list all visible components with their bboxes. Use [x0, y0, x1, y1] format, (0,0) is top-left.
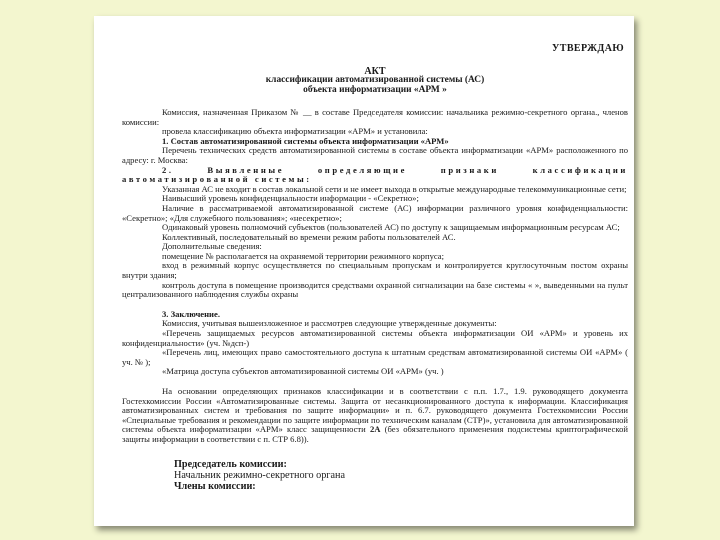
signature-chairman: Председатель комиссии:: [174, 458, 287, 470]
paragraph: помещение № располагается на охраняемой территории режимного корпуса;: [162, 250, 444, 261]
paragraph: Коллективный, последовательный во времени режим работы пользователей АС.: [162, 231, 456, 242]
paragraph: Наличие в рассматриваемой автоматизированной системе (АС) информации различного уровня конфиденциальности: «Секретно»; «Для служебного пользования»; «несекретно»;: [122, 202, 628, 223]
signature-block: [122, 459, 628, 492]
paragraph: «Перечень лиц, имеющих право самостоятельного доступа к штатным средствам автоматизированной системы ОИ «АРМ» ( уч. № );: [122, 347, 628, 367]
conclusion-text: На основании определяющих признаков классификации и в соответствии с п.п. 1.7., 1.9. руководящего документа Гостехкомиссии России «Автоматизированные системы. Защита от несанкционированного доступа к информации. Классификация автоматизированных систем и требования по защите информации» и п. 6.7. руководящего документа Гостехкомиссии России «Специальные требования и рекомендации по защите информации по техническим каналам (СТР)», установила для автоматизированной системы объекта информатизации «АРМ» класс защищенности: [122, 386, 628, 435]
paragraph: Одинаковый уровень полномочий субъектов (пользователей АС) по доступу к защищаемым информационным ресурсам АС;: [162, 222, 620, 233]
document-page: [94, 16, 634, 526]
section-heading: 3. Заключение.: [162, 308, 220, 319]
section-heading: 2. Выявленные определяющие признаки классификации автоматизированной системы:: [122, 164, 628, 185]
conclusion-text-end: (без обязательного применения подсистемы криптографической защиты информации в соответствии с п. СТР 6.8)).: [122, 424, 628, 444]
approval-stamp: УТВЕРЖДАЮ: [552, 43, 624, 54]
section-heading: 1. Состав автоматизированной системы объекта информатизации «АРМ»: [162, 135, 449, 146]
paragraph: Комиссия, назначенная Приказом № __ в составе Председателя комиссии: начальника режимно-секретного органа., членов комиссии:: [122, 106, 628, 127]
paragraph: провела классификацию объекта информатизации «АРМ» и установила:: [162, 126, 428, 137]
paragraph: контроль доступа в помещение производится средствами охранной сигнализации на базе системы « », выведенными на пульт централизованного наблюдения службы охраны: [122, 279, 628, 300]
title-line: классификации автоматизированной системы (АС): [265, 75, 485, 86]
paragraph: Перечень технических средств автоматизированной системы в составе объекта информатизации «АРМ» расположенного по адресу: г. Москва:: [122, 145, 628, 165]
paragraph: «Перечень защищаемых ресурсов автоматизированной системы объекта информатизации ОИ «АРМ» и уровень их конфиденциальности» (уч. №дсп-): [122, 328, 628, 348]
signature-members: Члены комиссии:: [174, 480, 256, 492]
paragraph: Комиссия, учитывая вышеизложенное и рассмотрев следующие утвержденные документы:: [162, 318, 497, 329]
title-line: объекта информатизации «АРМ »: [303, 85, 447, 96]
document-title: [122, 67, 628, 96]
paragraph: Дополнительные сведения:: [162, 241, 262, 252]
paragraph: вход в режимный корпус осуществляется по специальным пропускам и контролируется круглосуточным постом охраны внутри здания;: [122, 260, 628, 281]
signature-head-of-office: Начальник режимно-секретного органа: [174, 469, 345, 481]
protection-class: 2А: [369, 424, 381, 435]
paragraph: Указанная АС не входит в состав локальной сети и не имеет выхода в открытые международные телекоммуникационные сети;: [162, 183, 627, 194]
paragraph: «Матрица доступа субъектов автоматизированной системы ОИ «АРМ» (уч. ): [162, 366, 444, 377]
paragraph: Наивысший уровень конфиденциальности информации - «Секретно»;: [162, 193, 419, 204]
conclusion-paragraph: [122, 387, 628, 445]
title-line: АКТ: [364, 65, 386, 77]
